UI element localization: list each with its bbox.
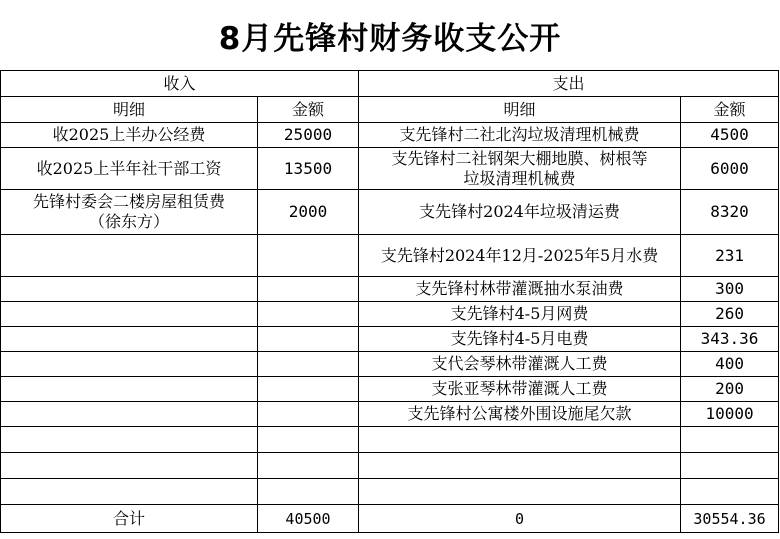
expense-detail-cell: 支先锋村4-5月网费	[359, 302, 681, 327]
table-row	[1, 352, 779, 377]
expense-detail-cell	[359, 479, 681, 505]
totals-row	[1, 505, 779, 533]
income-detail-cell	[1, 453, 258, 479]
income-amount-cell	[258, 277, 359, 302]
total-label: 合计	[1, 505, 258, 533]
table-row	[1, 327, 779, 352]
table-row	[1, 235, 779, 277]
table-row	[1, 479, 779, 505]
expense-amount-cell: 300	[681, 277, 779, 302]
page-title: 8月先锋村财务收支公开	[218, 20, 562, 57]
income-header: 收入	[1, 71, 359, 97]
expense-amount-header: 金额	[681, 97, 779, 123]
table-row	[1, 377, 779, 402]
finance-table	[0, 70, 779, 533]
total-expense: 30554.36	[681, 505, 779, 533]
income-detail-cell	[1, 377, 258, 402]
expense-amount-cell	[681, 479, 779, 505]
expense-amount-cell: 343.36	[681, 327, 779, 352]
expense-amount-cell	[681, 427, 779, 453]
income-amount-cell: 13500	[258, 148, 359, 190]
income-detail-cell: 先锋村委会二楼房屋租赁费 （徐东方）	[1, 190, 258, 235]
table-row	[1, 453, 779, 479]
table-row	[1, 277, 779, 302]
expense-amount-cell: 8320	[681, 190, 779, 235]
total-expense-detail: 0	[359, 505, 681, 533]
income-amount-cell	[258, 352, 359, 377]
income-detail-cell	[1, 352, 258, 377]
table-row	[1, 148, 779, 190]
income-detail-cell	[1, 327, 258, 352]
expense-header: 支出	[359, 71, 779, 97]
total-income: 40500	[258, 505, 359, 533]
expense-detail-cell: 支先锋村2024年12月-2025年5月水费	[359, 235, 681, 277]
expense-detail-cell	[359, 427, 681, 453]
expense-amount-cell: 260	[681, 302, 779, 327]
expense-detail-cell: 支先锋村4-5月电费	[359, 327, 681, 352]
income-detail-cell	[1, 235, 258, 277]
income-amount-cell	[258, 402, 359, 427]
income-amount-cell	[258, 453, 359, 479]
income-amount-cell	[258, 302, 359, 327]
expense-amount-cell: 4500	[681, 123, 779, 148]
expense-amount-cell: 10000	[681, 402, 779, 427]
expense-detail-cell: 支先锋村林带灌溉抽水泵油费	[359, 277, 681, 302]
expense-detail-cell: 支代会琴林带灌溉人工费	[359, 352, 681, 377]
expense-detail-cell: 支先锋村公寓楼外围设施尾欠款	[359, 402, 681, 427]
income-amount-cell	[258, 377, 359, 402]
expense-amount-cell: 200	[681, 377, 779, 402]
expense-detail-cell	[359, 453, 681, 479]
income-amount-header: 金额	[258, 97, 359, 123]
income-detail-cell	[1, 302, 258, 327]
income-amount-cell: 25000	[258, 123, 359, 148]
income-amount-cell	[258, 479, 359, 505]
column-header-row	[1, 97, 779, 123]
income-detail-cell: 收2025上半年社干部工资	[1, 148, 258, 190]
income-detail-cell	[1, 402, 258, 427]
table-row	[1, 123, 779, 148]
income-detail-header: 明细	[1, 97, 258, 123]
income-amount-cell	[258, 327, 359, 352]
income-detail-cell	[1, 427, 258, 453]
section-header-row	[1, 71, 779, 97]
table-row	[1, 427, 779, 453]
income-amount-cell	[258, 235, 359, 277]
expense-detail-header: 明细	[359, 97, 681, 123]
expense-amount-cell: 6000	[681, 148, 779, 190]
income-amount-cell	[258, 427, 359, 453]
expense-detail-cell: 支先锋村二社北沟垃圾清理机械费	[359, 123, 681, 148]
expense-amount-cell: 231	[681, 235, 779, 277]
expense-amount-cell	[681, 453, 779, 479]
table-row	[1, 402, 779, 427]
income-detail-cell: 收2025上半办公经费	[1, 123, 258, 148]
expense-detail-cell: 支先锋村2024年垃圾清运费	[359, 190, 681, 235]
income-detail-cell	[1, 277, 258, 302]
table-row	[1, 190, 779, 235]
income-detail-cell	[1, 479, 258, 505]
expense-detail-cell: 支张亚琴林带灌溉人工费	[359, 377, 681, 402]
expense-amount-cell: 400	[681, 352, 779, 377]
expense-detail-cell: 支先锋村二社钢架大棚地膜、树根等 垃圾清理机械费	[359, 148, 681, 190]
table-row	[1, 302, 779, 327]
income-amount-cell: 2000	[258, 190, 359, 235]
